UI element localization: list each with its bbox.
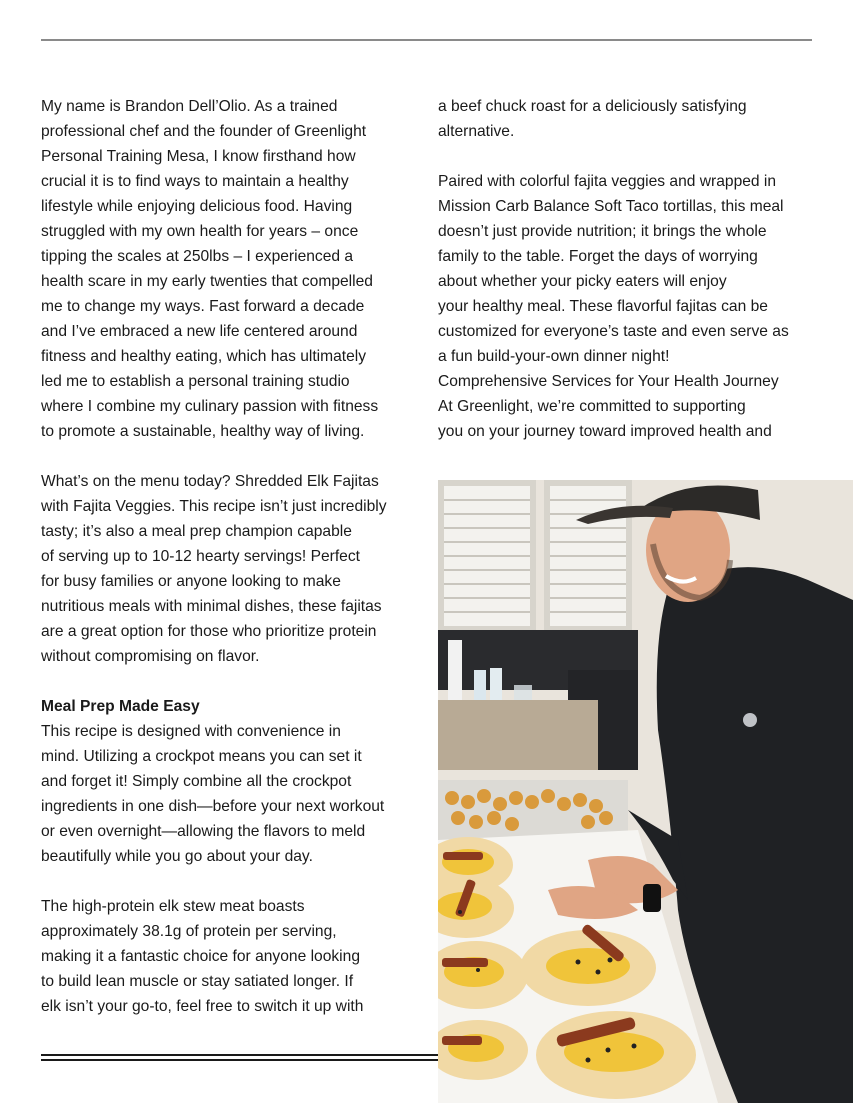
paragraph-line: Paired with colorful fajita veggies and wrapped in — [438, 173, 777, 190]
paragraph-line: family to the table. Forget the days of worrying — [438, 248, 758, 265]
paragraph-line: mind. Utilizing a crockpot means you can set it — [41, 748, 362, 765]
paragraph-line: lifestyle while enjoying delicious food. Having — [41, 198, 353, 215]
left-text-column — [41, 94, 421, 1019]
paragraph-line: Personal Training Mesa, I know firsthand how — [41, 148, 356, 165]
paragraph-line: professional chef and the founder of Greenlight — [41, 123, 367, 140]
paragraph-line: health scare in my early twenties that compelled — [41, 273, 373, 290]
continuation-paragraph — [438, 94, 818, 144]
paragraph-line: fitness and healthy eating, which has ultimately — [41, 348, 367, 365]
pairing-paragraph — [438, 169, 818, 444]
paragraph-line: customized for everyone’s taste and even serve as — [438, 323, 789, 340]
paragraph-line: This recipe is designed with convenience in — [41, 723, 341, 740]
paragraph-line: your healthy meal. These flavorful fajitas can be — [438, 298, 768, 315]
paragraph-line: alternative. — [438, 123, 515, 140]
paragraph-line: where I combine my culinary passion with fitness — [41, 398, 379, 415]
paragraph-line: nutritious meals with minimal dishes, these fajitas — [41, 598, 382, 615]
paragraph-line: and I’ve embraced a new life centered around — [41, 323, 358, 340]
menu-paragraph — [41, 469, 421, 669]
paragraph-line: without compromising on flavor. — [41, 648, 260, 665]
paragraph-line: beautifully while you go about your day. — [41, 848, 313, 865]
paragraph-line: for busy families or anyone looking to make — [41, 573, 341, 590]
chef-photo — [438, 480, 853, 1103]
paragraph-line: a beef chuck roast for a deliciously satisfying — [438, 98, 747, 115]
paragraph-line: of serving up to 10-12 hearty servings! Perfect — [41, 548, 360, 565]
paragraph-line: me to change my ways. Fast forward a decade — [41, 298, 365, 315]
meal-prep-heading: Meal Prep Made Easy — [41, 698, 200, 715]
paragraph-line: or even overnight—allowing the flavors to meld — [41, 823, 366, 840]
top-divider — [41, 39, 812, 41]
paragraph-line: doesn’t just provide nutrition; it brings the whole — [438, 223, 767, 240]
paragraph-line: crucial it is to find ways to maintain a healthy — [41, 173, 349, 190]
paragraph-line: My name is Brandon Dell’Olio. As a trained — [41, 98, 338, 115]
paragraph-line: to promote a sustainable, healthy way of living. — [41, 423, 365, 440]
paragraph-line: elk isn’t your go-to, feel free to switch it up with — [41, 998, 364, 1015]
paragraph-line: What’s on the menu today? Shredded Elk Fajitas — [41, 473, 379, 490]
paragraph-line: approximately 38.1g of protein per serving, — [41, 923, 337, 940]
paragraph-line: a fun build-your-own dinner night! — [438, 348, 670, 365]
paragraph-line: Comprehensive Services for Your Health Journey — [438, 373, 779, 390]
paragraph-line: making it a fantastic choice for anyone looking — [41, 948, 360, 965]
meal-prep-paragraph — [41, 719, 421, 869]
paragraph-line: Mission Carb Balance Soft Taco tortillas, this meal — [438, 198, 784, 215]
paragraph-line: about whether your picky eaters will enjoy — [438, 273, 727, 290]
paragraph-line: to build lean muscle or stay satiated longer. If — [41, 973, 354, 990]
intro-paragraph — [41, 94, 421, 444]
paragraph-line: At Greenlight, we’re committed to supporting — [438, 398, 746, 415]
paragraph-line: ingredients in one dish—before your next workout — [41, 798, 385, 815]
paragraph-line: led me to establish a personal training studio — [41, 373, 350, 390]
paragraph-line: struggled with my own health for years – once — [41, 223, 359, 240]
bottom-divider-bottom — [41, 1059, 439, 1061]
paragraph-line: you on your journey toward improved health and — [438, 423, 772, 440]
protein-paragraph — [41, 894, 421, 1019]
paragraph-line: tasty; it’s also a meal prep champion capable — [41, 523, 352, 540]
bottom-divider-top — [41, 1054, 439, 1056]
right-text-column — [438, 94, 818, 444]
paragraph-line: The high-protein elk stew meat boasts — [41, 898, 305, 915]
paragraph-line: with Fajita Veggies. This recipe isn’t just incredibly — [41, 498, 387, 515]
paragraph-line: are a great option for those who prioritize protein — [41, 623, 377, 640]
paragraph-line: and forget it! Simply combine all the crockpot — [41, 773, 352, 790]
paragraph-line: tipping the scales at 250lbs – I experienced a — [41, 248, 354, 265]
